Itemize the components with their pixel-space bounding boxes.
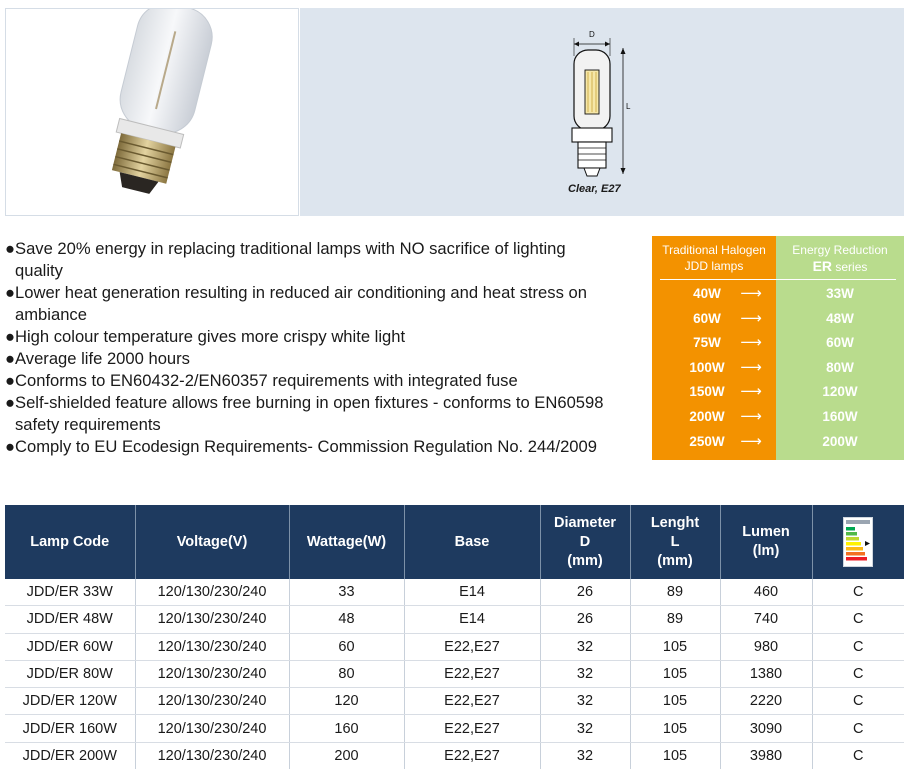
energy-reduction-wattage: 80W — [826, 359, 854, 375]
cell-wattage: 48 — [289, 606, 404, 633]
arrow-right-icon: ⟶ — [740, 432, 762, 450]
header-lumen-line2: (lm) — [752, 543, 780, 559]
cell-energy-class: C — [812, 606, 904, 633]
table-row — [5, 742, 904, 769]
arrow-right-icon: ⟶ — [740, 334, 762, 352]
comparison-row — [652, 406, 904, 431]
header-length-line2: L — [670, 533, 680, 550]
bullet-icon: ● — [5, 437, 16, 456]
traditional-wattage: 100W — [689, 359, 725, 375]
comparison-row — [652, 357, 904, 382]
feature-list — [5, 238, 605, 458]
cell-wattage: 200 — [289, 742, 404, 769]
table-row — [5, 606, 904, 633]
cell-voltage: 120/130/230/240 — [135, 579, 289, 606]
header-length-line3: (mm) — [657, 552, 693, 569]
energy-reduction-wattage: 33W — [826, 286, 854, 301]
cell-lumen: 3090 — [720, 715, 812, 742]
feature-item — [5, 238, 605, 282]
cell-diameter: 26 — [540, 579, 630, 606]
comparison-row — [652, 332, 904, 357]
cell-base: E22,E27 — [404, 633, 540, 660]
cell-energy-class: C — [812, 633, 904, 660]
cell-diameter: 32 — [540, 715, 630, 742]
comparison-row — [652, 381, 904, 406]
feature-item — [5, 348, 605, 370]
cell-diameter: 32 — [540, 742, 630, 769]
cell-lamp-code: JDD/ER 60W — [5, 633, 135, 660]
feature-item — [5, 282, 605, 326]
cell-wattage: 80 — [289, 660, 404, 687]
bullet-icon: ● — [5, 283, 16, 302]
cell-wattage: 60 — [289, 633, 404, 660]
cell-lamp-code: JDD/ER 80W — [5, 660, 135, 687]
header-lumen-line1: Lumen — [742, 524, 790, 540]
cell-lamp-code: JDD/ER 120W — [5, 688, 135, 715]
cell-energy-class: C — [812, 688, 904, 715]
arrow-right-icon: ⟶ — [740, 408, 762, 425]
diagram-caption: Clear, E27 — [568, 183, 621, 195]
cell-lamp-code: JDD/ER 200W — [5, 742, 135, 769]
cell-lamp-code: JDD/ER 160W — [5, 715, 135, 742]
cell-energy-class: C — [812, 579, 904, 606]
comparison-row — [652, 283, 904, 308]
table-row — [5, 715, 904, 742]
traditional-wattage: 75W — [693, 335, 721, 351]
table-row — [5, 579, 904, 606]
cell-wattage: 120 — [289, 688, 404, 715]
dimension-l-label: L — [626, 102, 631, 111]
cell-lumen: 460 — [720, 579, 812, 606]
energy-reduction-header — [776, 242, 904, 275]
cell-voltage: 120/130/230/240 — [135, 633, 289, 660]
traditional-wattage: 250W — [689, 433, 725, 449]
header-lamp-code: Lamp Code — [5, 505, 135, 579]
cell-length: 105 — [630, 742, 720, 769]
energy-reduction-wattage: 160W — [822, 409, 858, 424]
header-length — [630, 505, 720, 579]
feature-text: Save 20% energy in replacing traditional lamps with NO sacrifice of lighting quality — [15, 239, 566, 280]
energy-reduction-wattage: 200W — [822, 433, 858, 449]
cell-diameter: 32 — [540, 660, 630, 687]
cell-wattage: 33 — [289, 579, 404, 606]
header-voltage: Voltage(V) — [135, 505, 289, 579]
feature-text: Lower heat generation resulting in reduced air conditioning and heat stress on ambiance — [15, 283, 587, 324]
header-diameter — [540, 505, 630, 579]
cell-energy-class: C — [853, 747, 864, 764]
energy-reduction-wattage: 120W — [822, 384, 858, 400]
spec-header-row — [5, 505, 904, 579]
cell-voltage: 120/130/230/240 — [135, 606, 289, 633]
arrow-right-icon: ⟶ — [740, 285, 762, 302]
arrow-right-icon: ⟶ — [740, 358, 762, 376]
header-energy-class — [812, 505, 904, 579]
wattage-comparison-table — [652, 236, 904, 460]
product-photo-panel — [5, 8, 299, 216]
traditional-wattage: 150W — [689, 384, 725, 400]
cell-voltage: 120/130/230/240 — [135, 742, 289, 769]
cell-voltage: 120/130/230/240 — [135, 688, 289, 715]
energy-reduction-wattage: 60W — [826, 335, 854, 351]
traditional-header-line1: Traditional Halogen — [662, 243, 766, 257]
header-wattage: Wattage(W) — [289, 505, 404, 579]
cell-lumen: 3980 — [720, 742, 812, 769]
table-row — [5, 688, 904, 715]
cell-base: E22,E27 — [404, 660, 540, 687]
feature-item — [5, 436, 605, 458]
traditional-wattage: 200W — [689, 409, 725, 424]
header-diameter-line3: (mm) — [567, 552, 603, 569]
feature-text: Self-shielded feature allows free burning in open fixtures - conforms to EN60598 safety requirements — [15, 393, 604, 434]
lamp-photo — [6, 9, 298, 215]
cell-lumen: 1380 — [720, 660, 812, 687]
traditional-header — [652, 242, 776, 274]
header-separator — [660, 279, 896, 280]
cell-lumen: 740 — [720, 606, 812, 633]
feature-text: Comply to EU Ecodesign Requirements- Commission Regulation No. 244/2009 — [15, 437, 597, 456]
cell-lamp-code: JDD/ER 48W — [5, 606, 135, 633]
feature-text: High colour temperature gives more crispy white light — [15, 327, 406, 346]
cell-energy-class: C — [812, 715, 904, 742]
bullet-icon: ● — [5, 327, 16, 346]
table-row — [5, 660, 904, 687]
traditional-wattage: 60W — [693, 310, 721, 326]
feature-text: Average life 2000 hours — [15, 349, 190, 368]
cell-length: 105 — [630, 633, 720, 660]
cell-base: E14 — [404, 606, 540, 633]
cell-length: 89 — [630, 606, 720, 633]
cell-voltage: 120/130/230/240 — [135, 715, 289, 742]
bullet-icon: ● — [5, 393, 16, 412]
er-label: ER — [812, 258, 833, 274]
cell-lumen: 2220 — [720, 688, 812, 715]
feature-item — [5, 326, 605, 348]
cell-base: E22,E27 — [404, 688, 540, 715]
cell-lumen: 980 — [720, 633, 812, 660]
bullet-icon: ● — [5, 371, 16, 390]
header-lumen — [720, 505, 812, 579]
arrow-right-icon: ⟶ — [740, 383, 762, 401]
series-label: series — [832, 260, 868, 274]
cell-base: E22,E27 — [404, 742, 540, 769]
spec-table — [5, 505, 904, 769]
bullet-icon: ● — [5, 349, 16, 368]
header-length-line1: Lenght — [650, 514, 700, 531]
header-base: Base — [404, 505, 540, 579]
cell-lamp-code: JDD/ER 33W — [5, 579, 135, 606]
feature-item — [5, 370, 605, 392]
comparison-row — [652, 431, 904, 456]
cell-energy-class: C — [812, 660, 904, 687]
arrow-right-icon: ⟶ — [740, 309, 762, 327]
energy-reduction-header-line1: Energy Reduction — [792, 243, 888, 257]
energy-reduction-wattage: 48W — [826, 310, 854, 326]
cell-diameter: 32 — [540, 633, 630, 660]
energy-reduction-header-line2 — [776, 258, 904, 275]
cell-length: 105 — [630, 715, 720, 742]
cell-base: E14 — [404, 579, 540, 606]
cell-length: 105 — [630, 688, 720, 715]
header-diameter-line1: Diameter — [553, 514, 617, 531]
feature-item — [5, 392, 605, 436]
cell-voltage: 120/130/230/240 — [135, 660, 289, 687]
dimension-diagram-panel — [300, 8, 904, 216]
comparison-row — [652, 308, 904, 333]
cell-diameter: 26 — [540, 606, 630, 633]
energy-label-icon — [843, 517, 873, 567]
dimension-d-label: D — [589, 30, 595, 39]
feature-text: Conforms to EN60432-2/EN60357 requirements with integrated fuse — [15, 371, 518, 390]
header-diameter-line2: D — [579, 533, 591, 550]
traditional-header-line2: JDD lamps — [684, 259, 744, 273]
bullet-icon: ● — [5, 239, 16, 258]
cell-diameter: 32 — [540, 688, 630, 715]
cell-base: E22,E27 — [404, 715, 540, 742]
traditional-wattage: 40W — [693, 286, 721, 301]
cell-wattage: 160 — [289, 715, 404, 742]
cell-length: 105 — [630, 660, 720, 687]
table-row — [5, 633, 904, 660]
cell-length: 89 — [630, 579, 720, 606]
